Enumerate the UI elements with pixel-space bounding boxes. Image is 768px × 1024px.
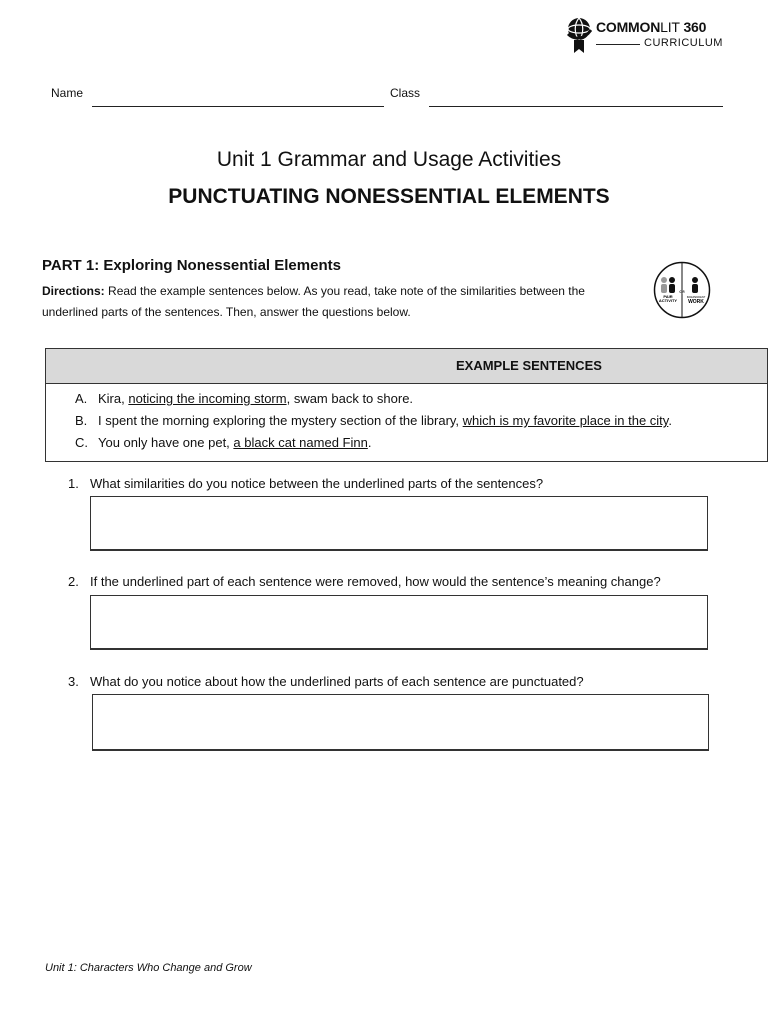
question-number: 3. — [68, 674, 79, 689]
class-label: Class — [390, 86, 421, 100]
part1-heading: PART 1: Exploring Nonessential Elements — [42, 257, 341, 274]
example-sentences-table — [45, 348, 768, 462]
example-sentences-list — [46, 391, 767, 457]
directions — [42, 281, 642, 323]
sentence-pre: I spent the morning exploring the mystery section of the library, — [98, 413, 463, 428]
example-sentences-header — [46, 349, 767, 384]
question-text: What do you notice about how the underlined parts of each sentence are punctuated? — [90, 674, 584, 689]
pair-activity-or-independent-work-icon — [653, 261, 711, 319]
sentence-text — [98, 413, 672, 428]
answer-box-3[interactable] — [92, 694, 709, 751]
example-sentences-header-label: EXAMPLE SENTENCES — [456, 358, 602, 373]
sentence-text — [98, 435, 371, 450]
logo-subtitle: CURRICULUM — [644, 37, 723, 49]
question-text: What similarities do you notice between the underlined parts of the sentences? — [90, 476, 544, 491]
page-footer: Unit 1: Characters Who Change and Grow — [45, 962, 252, 974]
icon-label-independent: INDEPENDENT — [686, 296, 706, 299]
sentence-post: , swam back to shore. — [286, 391, 414, 406]
sentence-pre: You only have one pet, — [98, 435, 234, 450]
name-label: Name — [51, 86, 84, 100]
list-marker: A. — [75, 391, 88, 406]
list-marker: B. — [75, 413, 88, 428]
class-field-line[interactable] — [429, 106, 723, 107]
sentence-post: . — [367, 435, 372, 450]
answer-box-1[interactable] — [90, 496, 708, 551]
name-field-line[interactable] — [92, 106, 384, 107]
underlined-element: a black cat named Finn — [233, 435, 368, 450]
question-number: 1. — [68, 476, 79, 491]
example-sentence-a — [46, 391, 767, 413]
underlined-element: noticing the incoming storm — [128, 391, 287, 406]
logo-divider — [596, 44, 640, 45]
example-sentence-c — [46, 435, 767, 457]
question-number: 2. — [68, 574, 79, 589]
commonlit-logo — [566, 16, 726, 56]
icon-label-pair: PAIR — [663, 294, 673, 299]
directions-text: Read the example sentences below. As you read, take note of the similarities between the underlined parts of the sentences. Then, answer the questions below. — [42, 284, 585, 319]
unit-title: Unit 1 Grammar and Usage Activities — [216, 148, 562, 171]
icon-label-or: OR — [679, 290, 685, 294]
sentence-pre: Kira, — [98, 391, 129, 406]
directions-label: Directions: — [42, 284, 105, 298]
icon-label-activity: ACTIVITY — [658, 298, 678, 303]
icon-label-work: WORK — [688, 299, 704, 305]
example-sentence-b — [46, 413, 767, 435]
logo-wordmark: COMMONLIT 360 — [596, 19, 707, 35]
activity-title: PUNCTUATING NONESSENTIAL ELEMENTS — [168, 185, 610, 208]
answer-box-2[interactable] — [90, 595, 708, 650]
list-marker: C. — [75, 435, 88, 450]
underlined-element: which is my favorite place in the city — [462, 413, 669, 428]
sentence-post: . — [668, 413, 672, 428]
sentence-text — [98, 391, 413, 406]
globe-ribbon-logo-icon — [566, 16, 592, 54]
question-text: If the underlined part of each sentence were removed, how would the sentence’s meaning change? — [90, 574, 661, 589]
